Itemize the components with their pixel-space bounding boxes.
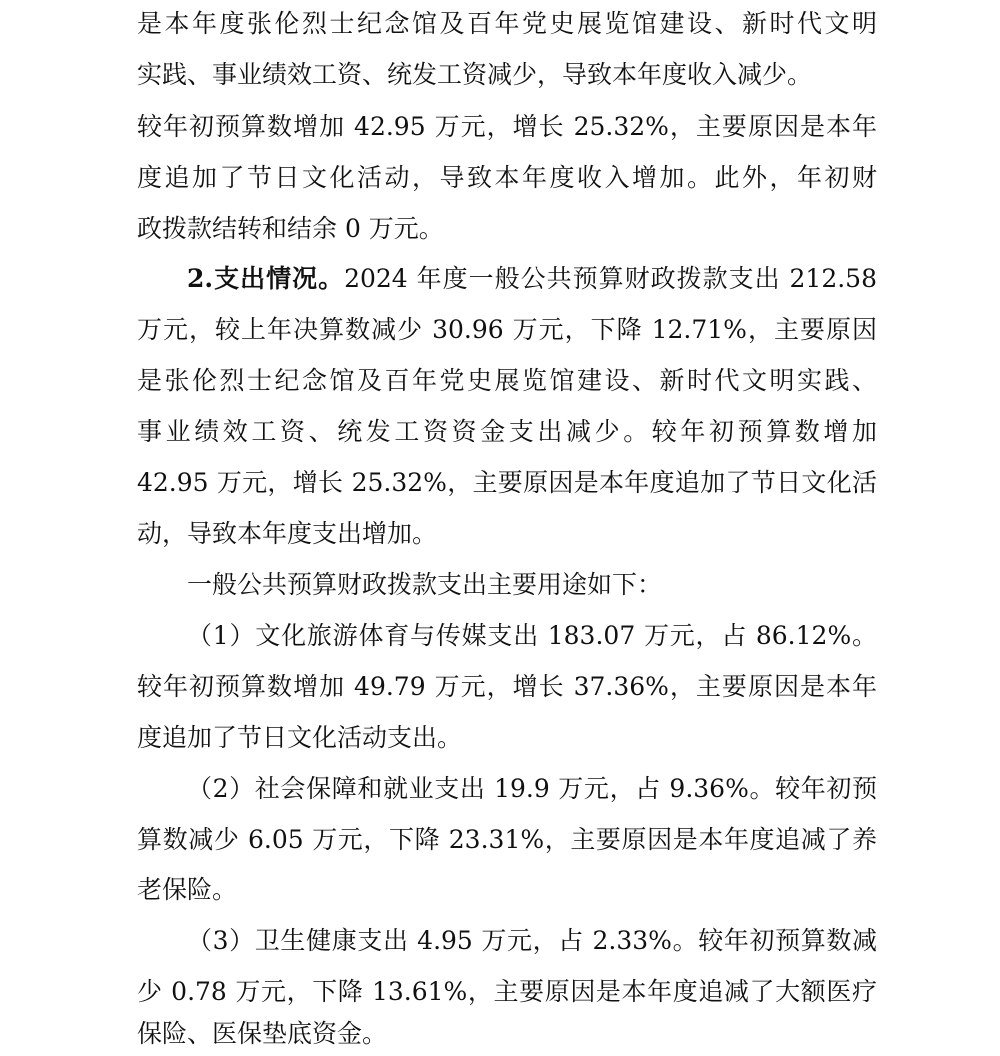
paragraph-line: 是张伦烈士纪念馆及百年党史展览馆建设、新时代文明实践、 [137, 366, 877, 395]
paragraph-line: 动，导致本年度支出增加。 [137, 519, 438, 548]
paragraph-line: 政拨款结转和结余 0 万元。 [137, 214, 444, 243]
paragraph-line: 少 0.78 万元，下降 13.61%，主要原因是本年度追减了大额医疗 [137, 977, 877, 1006]
section-heading-text: 2024 年度一般公共预算财政拨款支出 212.58 [344, 264, 877, 293]
section-heading-line [187, 259, 877, 299]
paragraph-line: 度追加了节日文化活动，导致本年度收入增加。此外，年初财 [137, 163, 877, 192]
paragraph-line: 事业绩效工资、统发工资资金支出减少。较年初预算数增加 [137, 417, 877, 446]
section-heading: 2.支出情况。 [187, 264, 345, 293]
paragraph-line: 一般公共预算财政拨款支出主要用途如下： [187, 570, 663, 599]
list-item-line: （1）文化旅游体育与传媒支出 183.07 万元，占 86.12%。 [187, 621, 877, 650]
paragraph-line: 较年初预算数增加 49.79 万元，增长 37.36%，主要原因是本年 [137, 672, 877, 701]
paragraph-line: 实践、事业绩效工资、统发工资减少，导致本年度收入减少。 [137, 60, 813, 89]
paragraph-line: 是本年度张伦烈士纪念馆及百年党史展览馆建设、新时代文明 [137, 9, 877, 38]
list-item-line: （2）社会保障和就业支出 19.9 万元，占 9.36%。较年初预 [187, 774, 877, 803]
paragraph-line: 算数减少 6.05 万元，下降 23.31%，主要原因是本年度追减了养 [137, 825, 877, 854]
paragraph-line: 42.95 万元，增长 25.32%，主要原因是本年度追加了节日文化活 [137, 468, 877, 497]
list-item-line: （3）卫生健康支出 4.95 万元，占 2.33%。较年初预算数减 [187, 926, 877, 955]
paragraph-line: 保险、医保垫底资金。 [137, 1019, 388, 1048]
paragraph-line: 度追加了节日文化活动支出。 [137, 723, 463, 752]
paragraph-line: 老保险。 [137, 875, 238, 904]
paragraph-line: 较年初预算数增加 42.95 万元，增长 25.32%，主要原因是本年 [137, 112, 877, 141]
paragraph-line: 万元，较上年决算数减少 30.96 万元，下降 12.71%，主要原因 [137, 315, 877, 344]
